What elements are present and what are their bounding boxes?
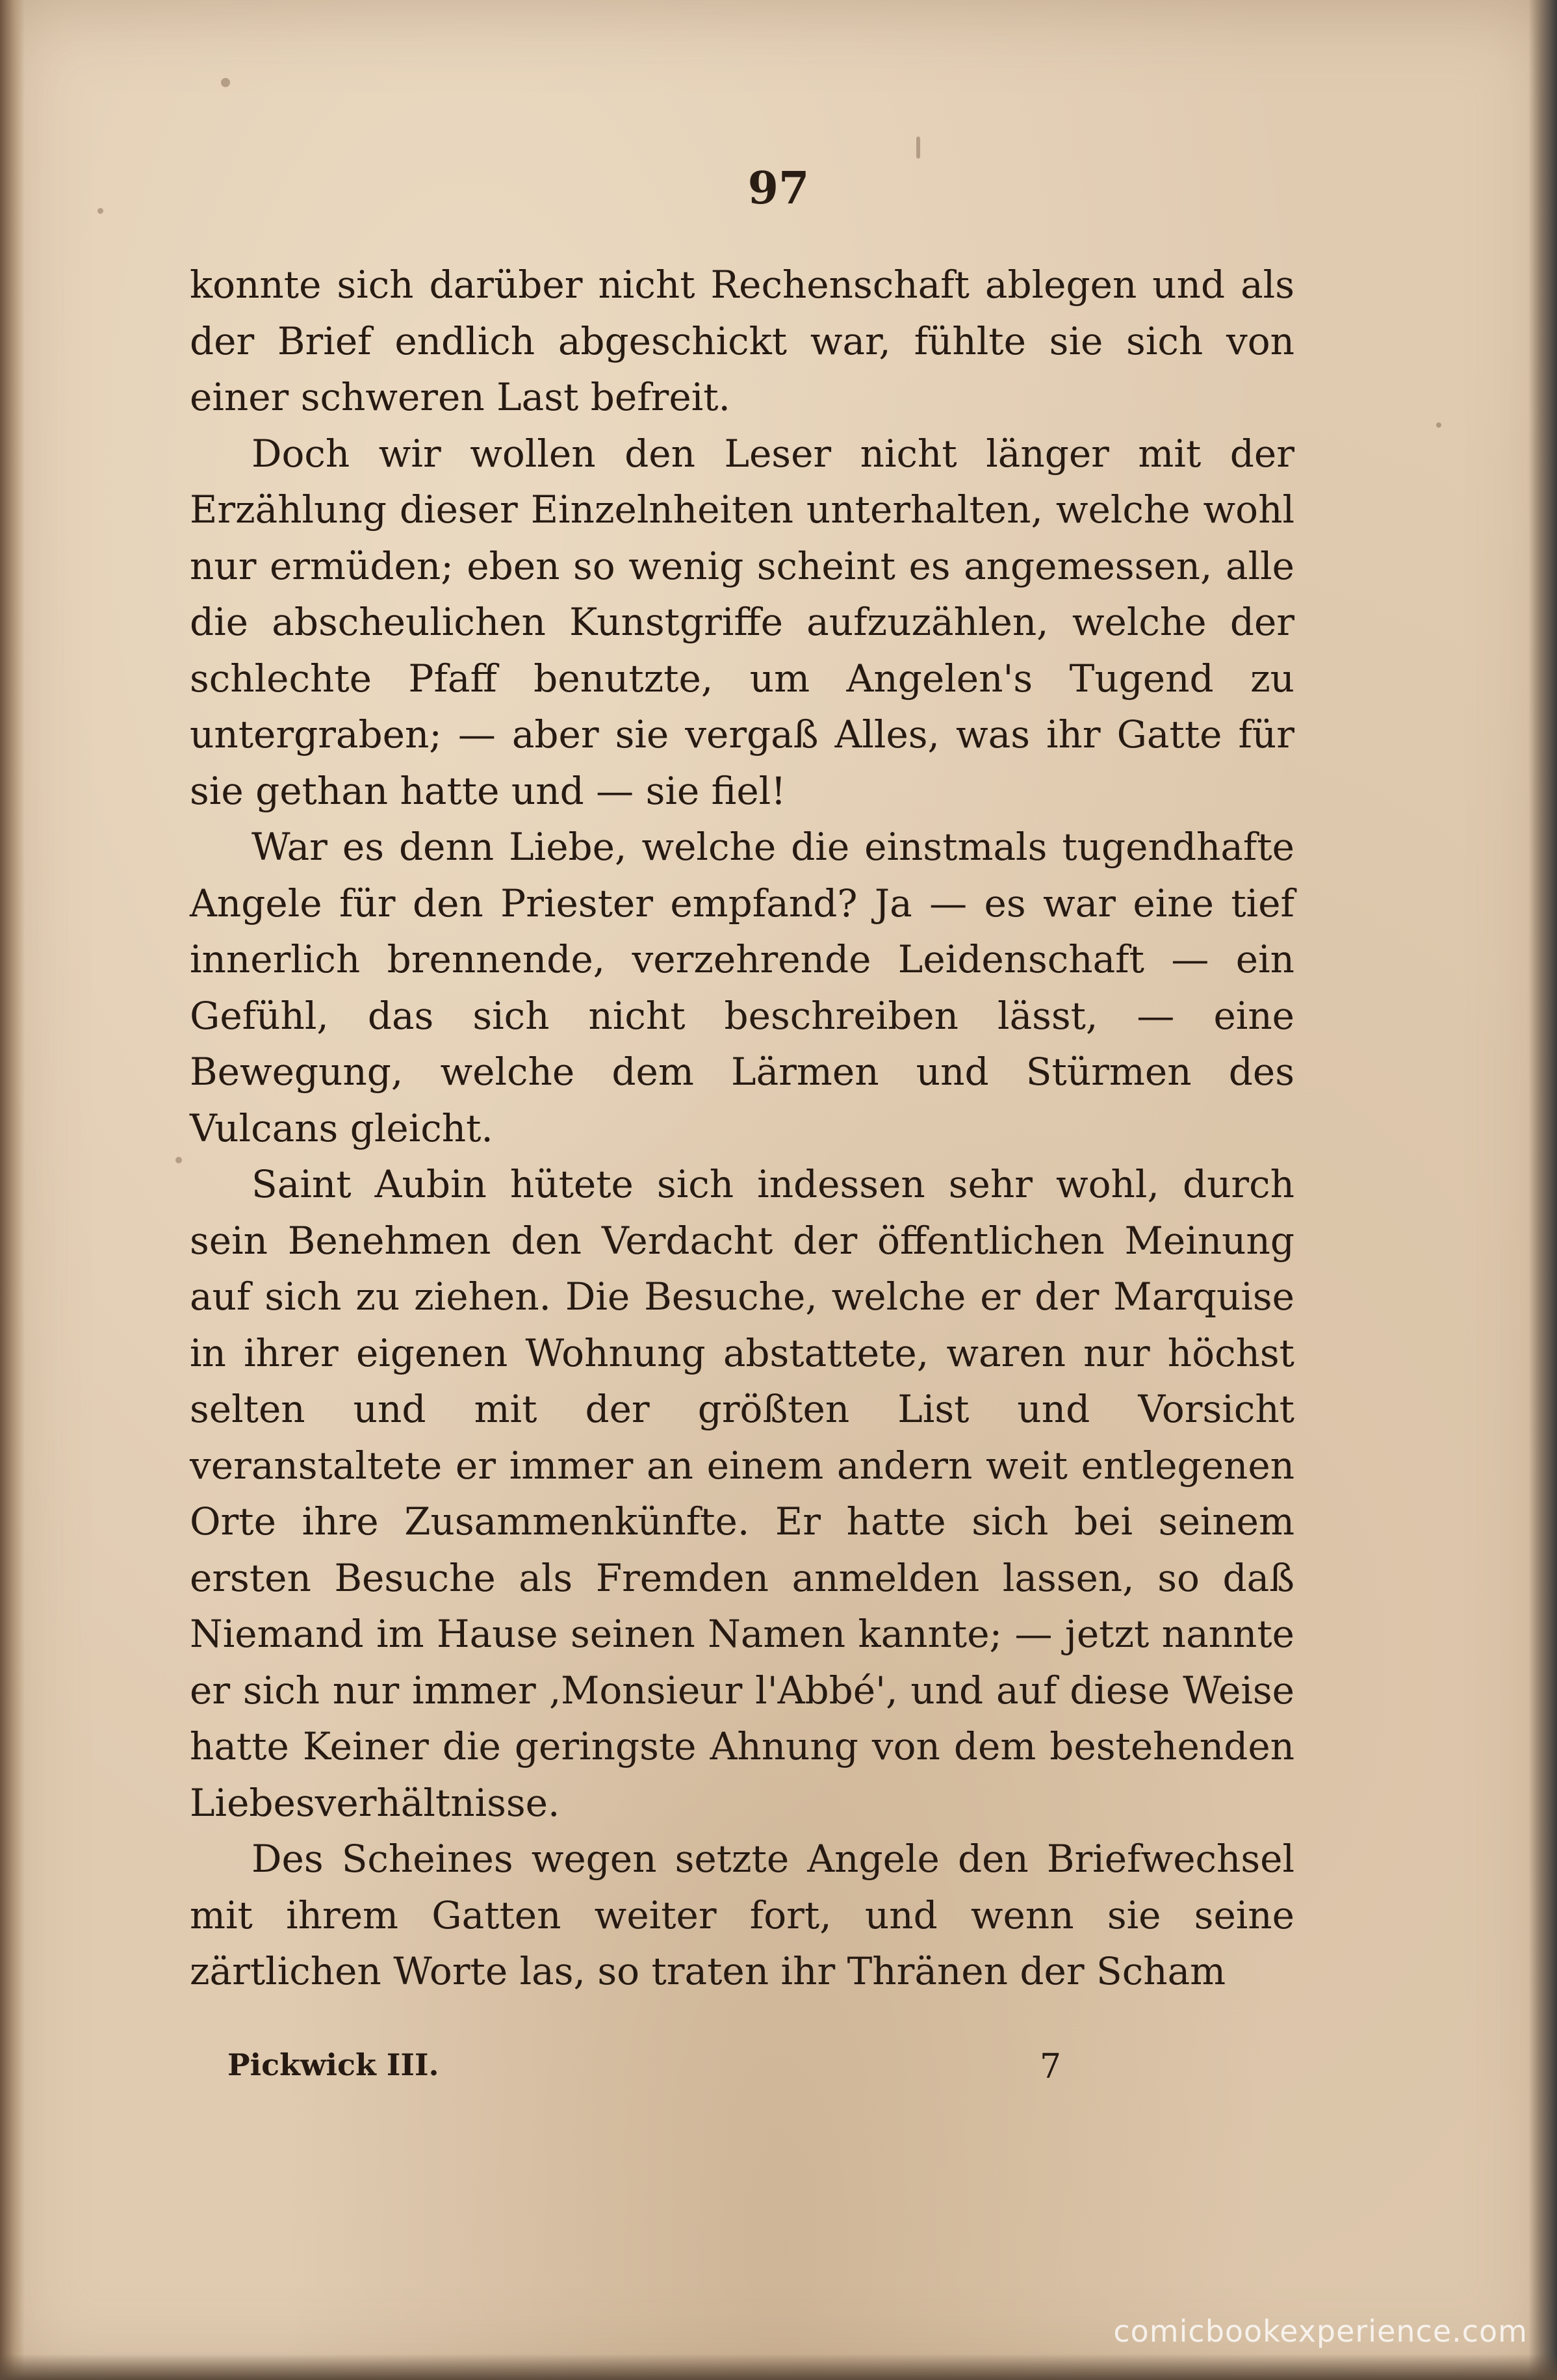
sheet-number: 7 bbox=[1040, 2047, 1062, 2086]
paragraph: Des Scheines wegen setzte Angele den Briefwechsel mit ihrem Gatten weiter fort, und wenn sie seine zärtlichen Worte las, so traten ihr Thränen der Scham bbox=[190, 1837, 1294, 1993]
page-bottom-edge bbox=[0, 2354, 1557, 2380]
signature-mark: Pickwick III. bbox=[227, 2047, 439, 2082]
paragraph: Doch wir wollen den Leser nicht länger mit der Erzählung dieser Einzelnheiten unterhalten, welche wohl nur ermüden; eben so wenig scheint es angemessen, alle die abscheulichen Kunstgriffe aufzuzählen, welche der schlechte Pfaff benutzte, um Angelen's Tugend zu untergraben; — aber sie vergaß Alles, was ihr Gatte für sie gethan hatte und — sie fiel! bbox=[190, 431, 1294, 813]
paper-speck bbox=[175, 1157, 182, 1163]
paragraph: War es denn Liebe, welche die einstmals tugendhafte Angele für den Priester empfand? Ja — es war eine tief innerlich brennende, verzehrende Leidenschaft — ein Gefühl, das sich nicht beschreiben lässt, — eine Bewegung, welche dem Lärmen und Stürmen des Vulcans gleicht. bbox=[190, 825, 1294, 1150]
paper-speck bbox=[221, 78, 230, 87]
body-text bbox=[190, 257, 1294, 2024]
paper-speck bbox=[1436, 422, 1441, 428]
page-right-edge bbox=[1528, 0, 1557, 2380]
paragraph: Saint Aubin hütete sich indessen sehr wohl, durch sein Benehmen den Verdacht der öffentlichen Meinung auf sich zu ziehen. Die Besuche, welche er der Marquise in ihrer eigenen Wohnung abstattete, waren nur höchst selten und mit der größten List und Vorsicht veranstaltete er immer an einem andern weit entlegenen Orte ihre Zusammenkünfte. Er hatte sich bei seinem ersten Besuche als Fremden anmelden lassen, so daß Niemand im Hause seinen Namen kannte; — jetzt nannte er sich nur immer ‚Monsieur l'Abbé', und auf diese Weise hatte Keiner die geringste Ahnung von dem bestehenden Liebesverhältnisse. bbox=[190, 1162, 1294, 1825]
paper-speck bbox=[916, 136, 920, 159]
page-number: 97 bbox=[747, 162, 810, 214]
page-footer bbox=[227, 2047, 1085, 2106]
page-left-edge bbox=[0, 0, 25, 2380]
watermark: comicbookexperience.com bbox=[1113, 2314, 1528, 2349]
paragraph: konnte sich darüber nicht Rechenschaft ablegen und als der Brief endlich abgeschickt war, fühlte sie sich von einer schweren Last befreit. bbox=[190, 263, 1294, 419]
